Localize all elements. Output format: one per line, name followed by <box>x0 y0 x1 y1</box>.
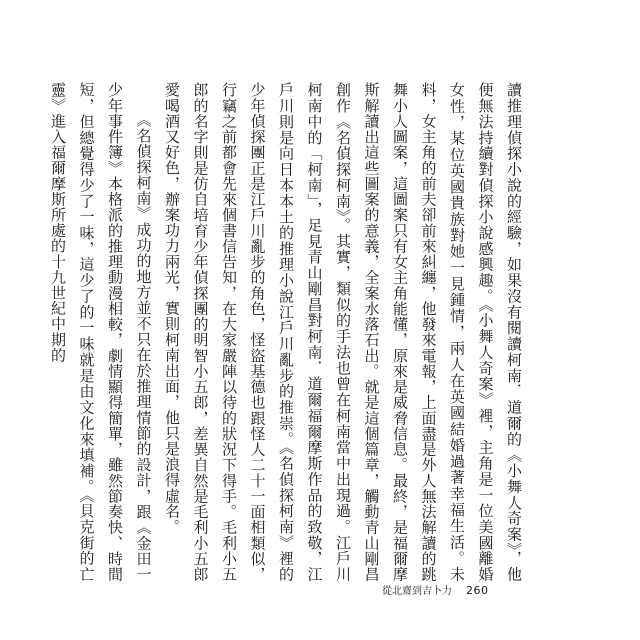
paragraph-1: 讀推理偵探小說的經驗，如果沒有閱讀柯南．道爾的《小舞人奇案》，他便無法持續對偵探小說感興趣。《小舞人奇案》裡，主角是一位美國離婚女性，某位英國貴族對她一見鍾情，兩人在英國結婚過著幸福生活。未料，女主角的前夫卻前來糾纏，他發來電報，上面盡是外人無法解讀的跳舞小人圖案，這圖案只有女主角能懂，原來是威脅信息。最終，是福爾摩斯解讀出這些圖案的意義，全案水落石出。就是這個篇章，觸動青山剛昌創作《名偵探柯南》。其實，類似的手法也曾在柯南當中出現過。江戶川柯南中的「柯南」，足見青山剛昌對柯南．道爾福爾摩斯作品的致敬，江戶川則是向日本本土的推理小說江戶川亂步的推崇。《名偵探柯南》裡的少年偵探團正是江戶川亂步的角色，怪盜基德也跟怪人二十一面相類似，行竊之前都會先來個書信告知，在大家嚴陣以待的狀況下得手。毛利小五郎的名字則是仿自培育少年偵探團的明智小五郎，差異自然是毛利小五郎愛喝酒又好色，辦案功力兩光，實則柯南出面，他只是浪得虛名。 <box>163 82 523 582</box>
page-number: 260 <box>466 584 489 597</box>
page-footer <box>382 582 489 597</box>
running-title: 從北齋到吉卜力 <box>382 586 452 597</box>
paragraph-2: 《名偵探柯南》成功的地方並不只在於推理情節的設計，跟《金田一少年事件簿》本格派的推理動漫相較，劇情顯得簡單，雖然節奏快、時間短，但總覺得少了一味，這少了的一味就是由文化來填補。《貝克街的亡靈》進入福爾摩斯所處的十九世紀中期的 <box>49 82 153 582</box>
vertical-body-text <box>49 82 528 582</box>
